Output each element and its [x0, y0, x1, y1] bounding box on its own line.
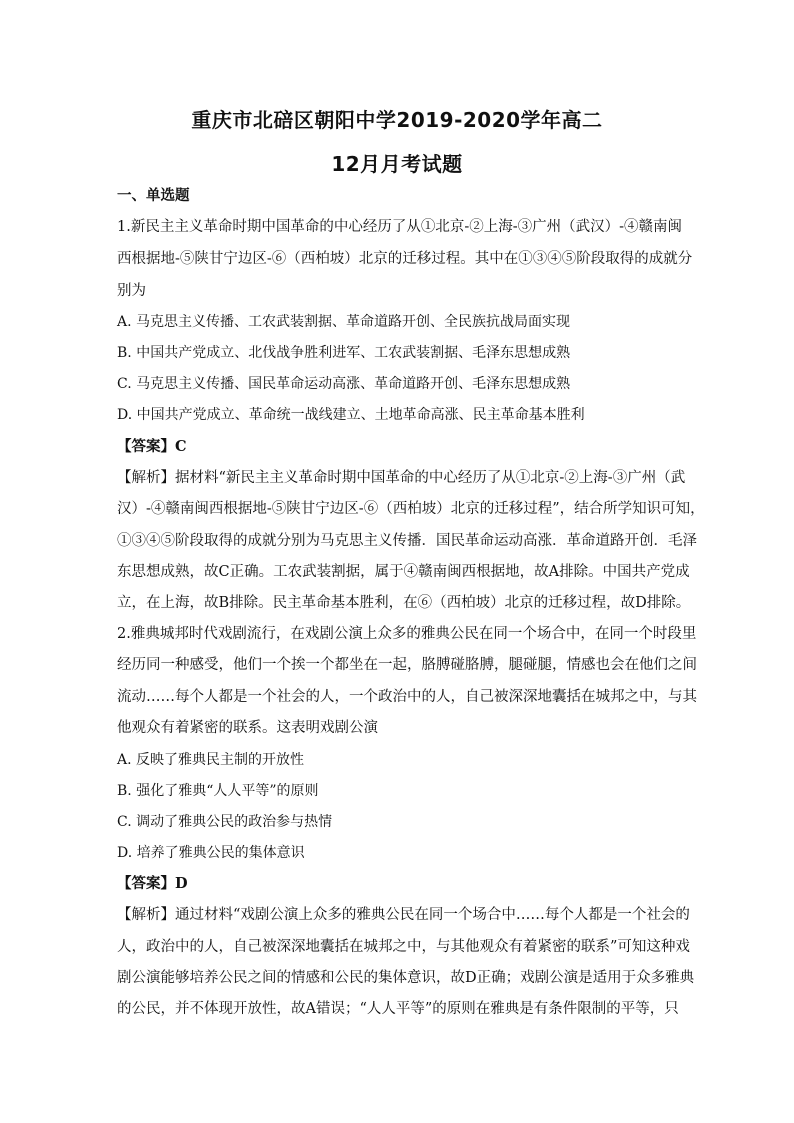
q2-stem-line: 他观众有着紧密的联系。这表明戏剧公演 [117, 720, 378, 736]
q2-stem-line: 2.雅典城邦时代戏剧流行，在戏剧公演上众多的雅典公民在同一个场合中，在同一个时段里 [117, 626, 697, 642]
q1-option-c: C. 马克思主义传播、国民革命运动高涨、革命道路开创、毛泽东思想成熟 [117, 376, 571, 392]
q2-option-d: D. 培养了雅典公民的集体意识 [117, 845, 305, 861]
q1-stem-line: 西根据地-⑤陕甘宁边区-⑥（西柏坡）北京的迁移过程。其中在①③④⑤阶段取得的成就分 [117, 251, 693, 267]
q1-analysis-line: 【解析】据材料“新民主主义革命时期中国革命的中心经历了从①北京-②上海-③广州（武 [117, 470, 686, 486]
document-title: 重庆市北碚区朝阳中学2019-2020学年高二 [191, 108, 603, 132]
document-subtitle: 12月月考试题 [331, 152, 463, 176]
q2-option-b: B. 强化了雅典“人人平等”的原则 [117, 783, 319, 799]
q1-analysis-line: 立，在上海，故B排除。民主革命基本胜利，在⑥（西柏坡）北京的迁移过程，故D排除。 [117, 595, 691, 611]
q1-analysis-line: 汉）-④赣南闽西根据地-⑤陕甘宁边区-⑥（西柏坡）北京的迁移过程”，结合所学知识可知， [117, 501, 705, 517]
q2-stem-line: 流动……每个人都是一个社会的人，一个政治中的人，自己被深深地囊括在城邦之中，与其 [117, 689, 697, 705]
q2-analysis-line: 人，政治中的人，自己被深深地囊括在城邦之中，与其他观众有着紧密的联系”可知这种戏 [117, 939, 690, 955]
q2-answer: 【答案】D [117, 875, 188, 892]
section-heading: 一、单选题 [117, 188, 190, 204]
q2-option-c: C. 调动了雅典公民的政治参与热情 [117, 814, 333, 830]
q2-option-a: A. 反映了雅典民主制的开放性 [117, 752, 305, 768]
q2-stem-line: 经历同一种感受，他们一个挨一个都坐在一起，胳膊碰胳膊，腿碰腿，情感也会在他们之间 [117, 657, 697, 673]
q1-analysis-line: ①③④⑤阶段取得的成就分别为马克思主义传播．国民革命运动高涨．革命道路开创．毛泽 [117, 533, 697, 549]
q1-answer: 【答案】C [117, 438, 187, 455]
q1-option-b: B. 中国共产党成立、北伐战争胜利进军、工农武装割据、毛泽东思想成熟 [117, 345, 571, 361]
q1-analysis-line: 东思想成熟，故C正确。工农武装割据，属于④赣南闽西根据地，故A排除。中国共产党成 [117, 564, 690, 580]
q2-analysis-line: 的公民，并不体现开放性，故A错误；“人人平等”的原则在雅典是有条件限制的平等，只 [117, 1001, 679, 1017]
q2-analysis-line: 【解析】通过材料“戏剧公演上众多的雅典公民在同一个场合中……每个人都是一个社会的 [117, 907, 690, 923]
q1-option-a: A. 马克思主义传播、工农武装割据、革命道路开创、全民族抗战局面实现 [117, 314, 571, 330]
q1-stem-line: 1.新民主主义革命时期中国革命的中心经历了从①北京-②上海-③广州（武汉）-④赣南闽 [117, 219, 683, 235]
q1-stem-line: 别为 [117, 283, 146, 299]
q2-analysis-line: 剧公演能够培养公民之间的情感和公民的集体意识，故D正确；戏剧公演是适用于众多雅典 [117, 970, 695, 986]
q1-option-d: D. 中国共产党成立、革命统一战线建立、土地革命高涨、民主革命基本胜利 [117, 407, 585, 423]
